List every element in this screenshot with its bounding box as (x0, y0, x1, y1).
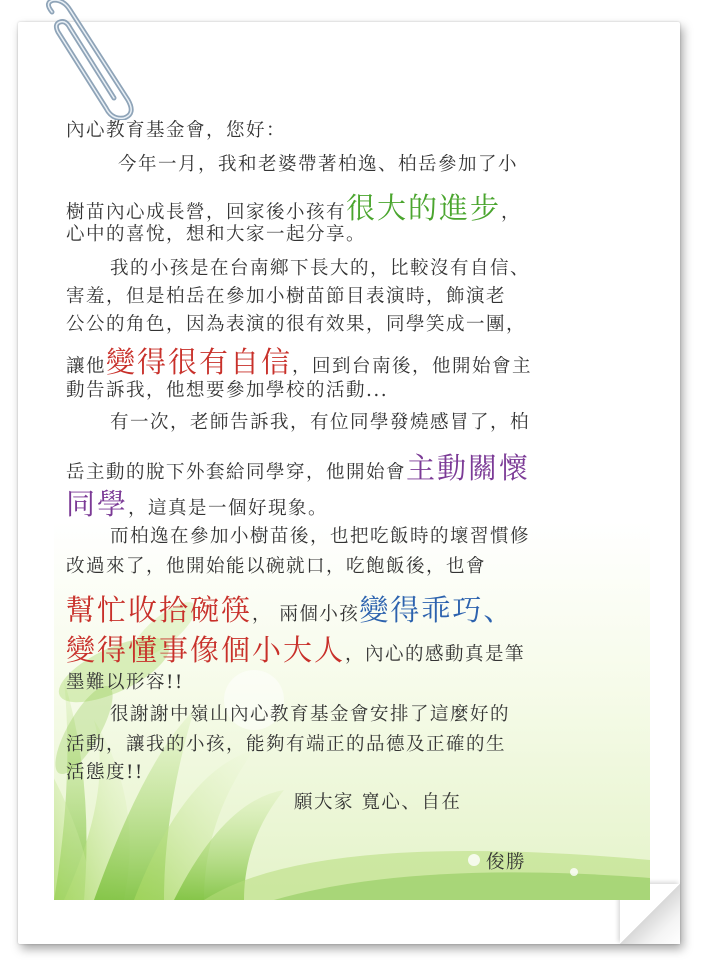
para3-line3 (66, 482, 328, 523)
para2-line3 (66, 310, 526, 336)
para2-text-b: 害羞，但是柏岳在參加小樹苗節目表演時，飾演老 (66, 286, 507, 307)
para4-line3 (66, 588, 514, 629)
highlight-great-progress: 很大的進步 (346, 191, 502, 225)
para3-line2 (66, 446, 530, 487)
para2-line4 (66, 340, 532, 381)
para5-line3 (66, 758, 144, 784)
signature (486, 848, 526, 874)
para1-comma: ， (501, 202, 522, 223)
para4-line5 (66, 668, 184, 694)
para3-text-a: 有一次，老師告訴我，有位同學發燒感冒了，柏 (110, 412, 531, 433)
para4-line1 (110, 522, 530, 548)
para1-line3 (66, 220, 366, 246)
para2-text-e: 動告訴我，他想要參加學校的活動... (66, 380, 389, 401)
para1-text-b: 樹苗內心成長營，回家後小孩有 (66, 202, 347, 223)
para5-line1 (110, 700, 510, 726)
para2-line2 (66, 282, 506, 308)
para3-text-b: 岳主動的脫下外套給同學穿，他開始會 (66, 462, 407, 483)
para3-text-c-post: ，這真是一個好現象。 (128, 498, 329, 519)
para5-line2 (66, 730, 506, 756)
para4-text-d-post: ，內心的感動真是筆 (345, 644, 526, 665)
para2-text-d-pre: 讓他 (66, 356, 107, 377)
para4-text-e: 墨難以形容!! (66, 672, 184, 693)
highlight-clear-dishes: 幫忙收拾碗筷 (66, 593, 253, 627)
para4-text-b: 改過來了，他開始能以碗就口，吃飽飯後，也會 (66, 556, 487, 577)
para4-enum-mark: 、 (483, 593, 515, 627)
para2-line5 (66, 376, 388, 402)
para5-text-b: 活動，讓我的小孩，能夠有端正的品德及正確的生 (66, 734, 507, 755)
para2-text-c: 公公的角色，因為表演的很有效果，同學笑成一團， (66, 314, 527, 335)
para5-text-c: 活態度!! (66, 762, 144, 783)
closing-text: 願大家 寬心、自在 (294, 792, 462, 813)
para3-line1 (110, 408, 530, 434)
para1-line1 (118, 150, 518, 176)
para2-text-a: 我的小孩是在台南鄉下長大的，比較沒有自信、 (110, 258, 531, 279)
para4-text-c-mid: ， 兩個小孩 (252, 604, 360, 625)
closing-wish (294, 788, 461, 814)
highlight-grown-up: 變得懂事像個小大人 (66, 633, 346, 667)
highlight-care: 主動關懷 (406, 451, 531, 485)
highlight-confident: 變得很有自信 (106, 345, 293, 379)
para4-text-a: 而柏逸在參加小樹苗後，也把吃飯時的壞習慣修 (110, 526, 531, 547)
para1-text-a: 今年一月，我和老婆帶著柏逸、柏岳參加了小 (118, 154, 519, 175)
para5-text-a: 很謝謝中嶺山內心教育基金會安排了這麼好的 (110, 704, 511, 725)
para4-line2 (66, 552, 486, 578)
highlight-well-behaved: 變得乖巧 (359, 593, 484, 627)
para2-text-d-post: ，回到台南後，他開始會主 (292, 356, 533, 377)
signature-text: 俊勝 (486, 852, 527, 873)
highlight-classmates: 同學 (66, 487, 129, 521)
paperclip-icon (30, 0, 140, 120)
para1-text-c: 心中的喜悅，想和大家一起分享。 (66, 224, 367, 245)
greeting-text: 內心教育基金會，您好： (66, 120, 287, 141)
para2-line1 (110, 254, 530, 280)
para4-line4 (66, 628, 525, 669)
